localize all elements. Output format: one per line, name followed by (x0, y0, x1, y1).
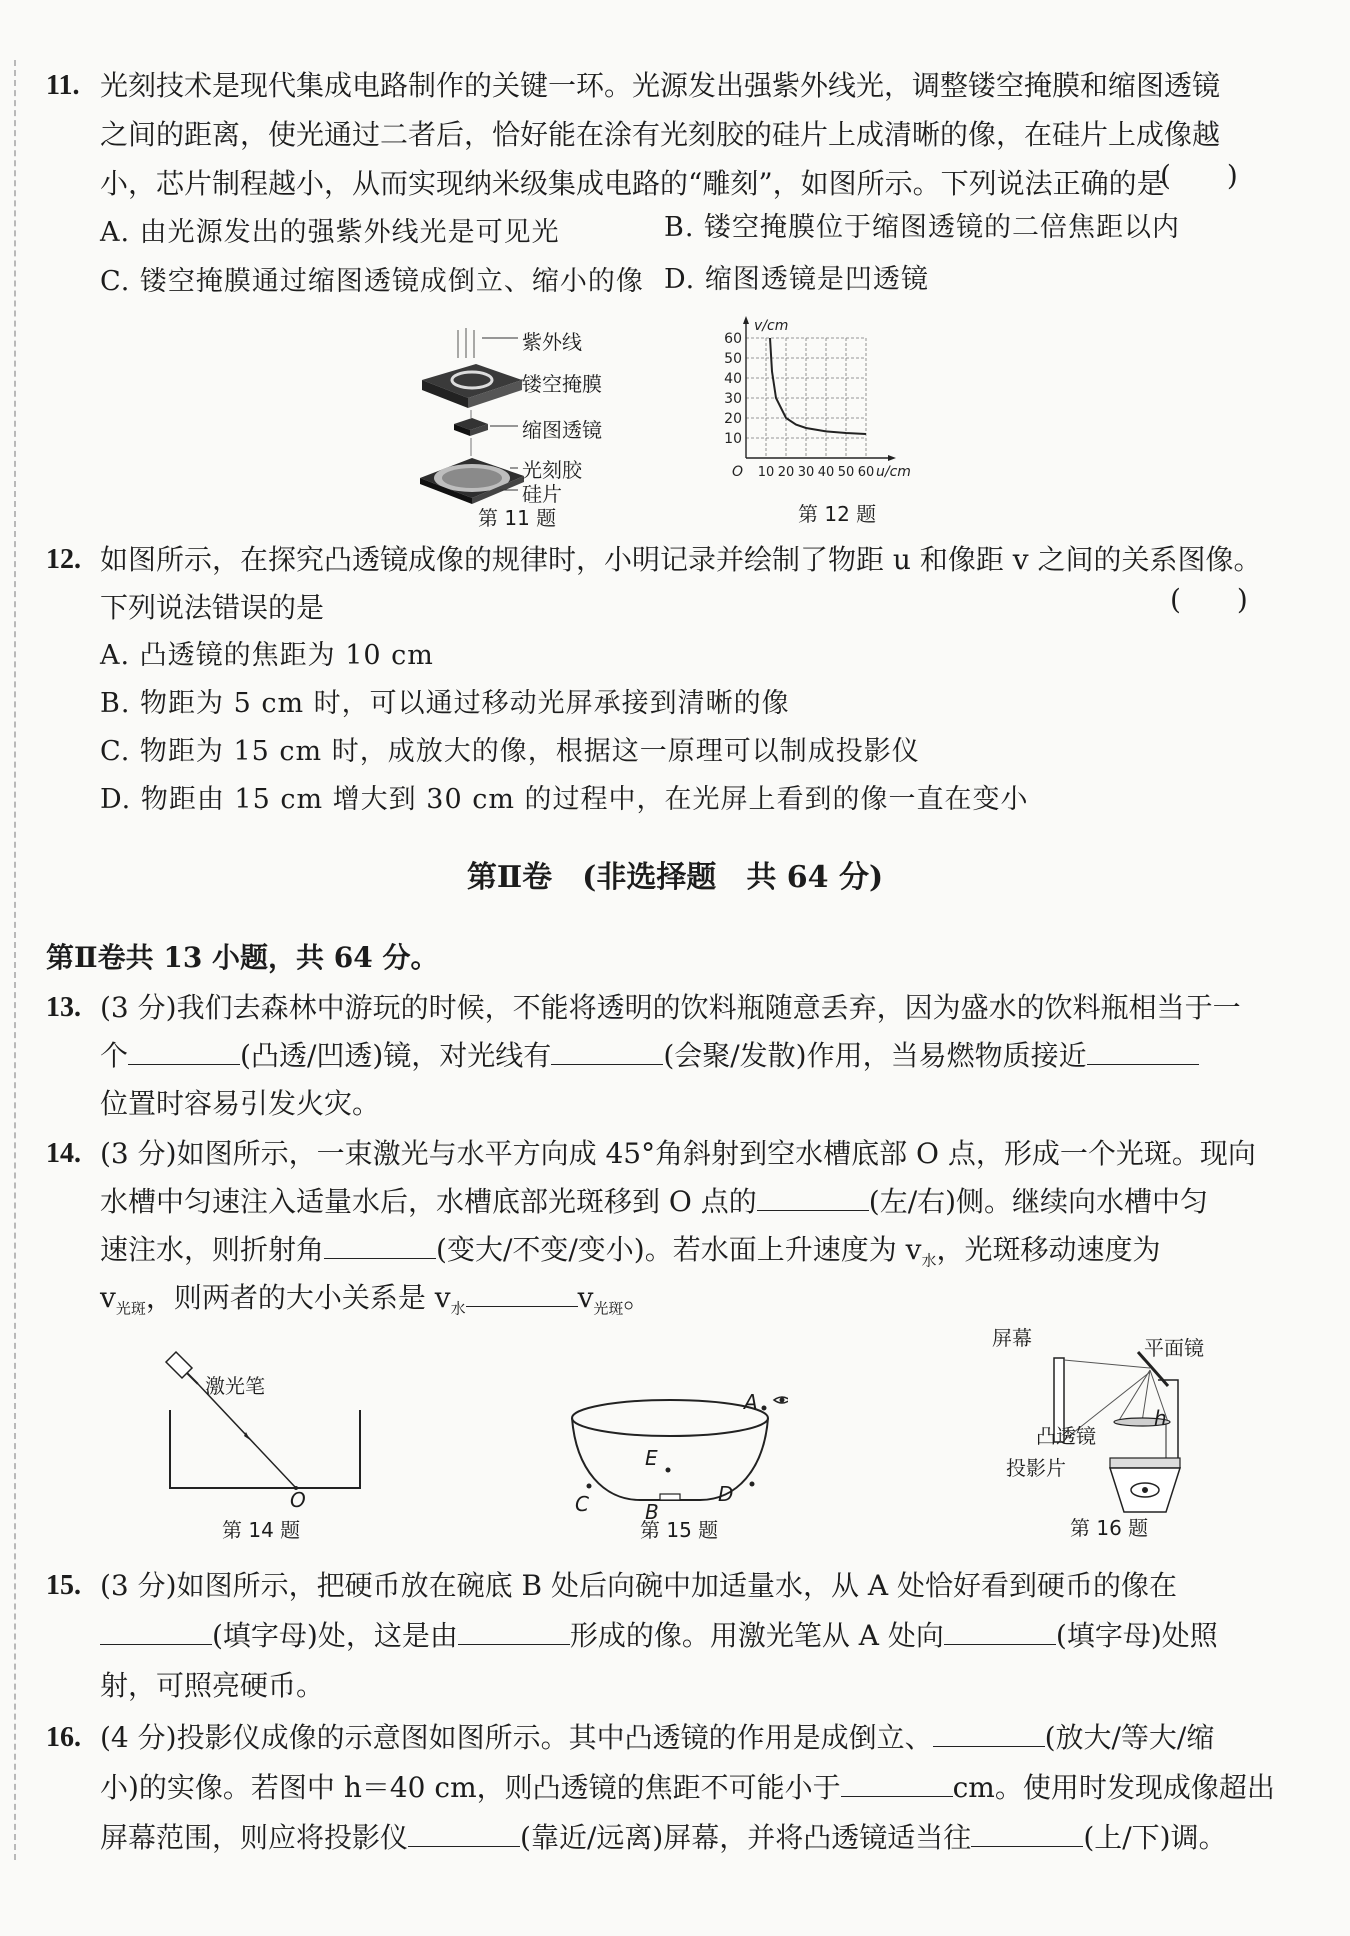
question-text-line: 水槽中匀速注入适量水后，水槽底部光斑移到 O 点的 (左/右)侧。继续向水槽中匀 (100, 1185, 1209, 1218)
origin-label: O (732, 464, 744, 480)
figure-caption: 第 14 题 (222, 1518, 301, 1542)
y-tick-label: 40 (724, 371, 742, 387)
fill-blank[interactable] (933, 1720, 1045, 1747)
question-text-line: (4 分)投影仪成像的示意图如图所示。其中凸透镜的作用是成倒立、 (放大/等大/缩 (100, 1721, 1215, 1754)
y-tick-label: 60 (724, 331, 742, 347)
label-slide: 投影片 (1006, 1456, 1066, 1480)
question-text-line: 下列说法错误的是 (100, 591, 325, 624)
label-screen: 屏幕 (992, 1326, 1032, 1350)
answer-paren: ( ) (1160, 159, 1238, 192)
option-a: A. 凸透镜的焦距为 10 cm (100, 640, 434, 671)
option-d: D. 缩图透镜是凹透镜 (664, 264, 929, 295)
option-c: C. 物距为 15 cm 时，成放大的像，根据这一原理可以制成投影仪 (100, 736, 920, 767)
x-axis-arrow (888, 455, 896, 461)
section-note: 第Ⅱ卷共 13 小题，共 64 分。 (46, 941, 439, 974)
x-tick-label: 60 (857, 465, 875, 480)
x-tick-label: 50 (837, 465, 855, 480)
section-title: 第Ⅱ卷 (非选择题 共 64 分) (466, 860, 884, 895)
label-photoresist: 光刻胶 (522, 458, 582, 482)
label-h: h (1154, 1406, 1167, 1430)
uv-graph (710, 312, 950, 498)
y-tick-label: 20 (724, 411, 742, 427)
question-text-line: (3 分)我们去森林中游玩的时候，不能将透明的饮料瓶随意丢弃，因为盛水的饮料瓶相当于一 (100, 991, 1241, 1024)
label-mirror: 平面镜 (1144, 1336, 1204, 1360)
label-e: E (645, 1446, 658, 1470)
x-tick-label: 40 (817, 465, 835, 480)
question-number: 16. (46, 1722, 81, 1753)
option-b: B. 物距为 5 cm 时，可以通过移动光屏承接到清晰的像 (100, 688, 790, 719)
series-line (770, 338, 866, 434)
question-number: 12. (46, 544, 81, 575)
label-lens: 凸透镜 (1036, 1424, 1096, 1448)
question-number: 14. (46, 1138, 81, 1169)
label-d: D (718, 1482, 734, 1506)
option-a: A. 由光源发出的强紫外线光是可见光 (100, 217, 560, 248)
question-text-line: 小)的实像。若图中 h＝40 cm，则凸透镜的焦距不可能小于 cm。使用时发现成像超出 (100, 1771, 1275, 1804)
fill-blank[interactable] (971, 1820, 1083, 1847)
question-text-line: 如图所示，在探究凸透镜成像的规律时，小明记录并绘制了物距 u 和像距 v 之间的关系图像。 (100, 543, 1262, 576)
question-text-line: (填字母)处，这是由 形成的像。用激光笔从 A 处向 (填字母)处照 (100, 1618, 1218, 1654)
option-b: B. 镂空掩膜位于缩图透镜的二倍焦距以内 (664, 212, 1181, 243)
fill-blank[interactable] (100, 1618, 212, 1645)
y-axis-label: v/cm (754, 318, 789, 334)
reduction-lens-shape (454, 418, 488, 436)
y-tick-label: 10 (724, 431, 742, 447)
question-text-line: 屏幕范围，则应将投影仪 (靠近/远离)屏幕，并将凸透镜适当往 (上/下)调。 (100, 1821, 1227, 1854)
fill-blank[interactable] (408, 1820, 520, 1847)
figure-caption: 第 12 题 (798, 502, 877, 526)
question-text-line: 射，可照亮硬币。 (100, 1669, 325, 1702)
question-text-line: (3 分)如图所示，把硬币放在碗底 B 处后向碗中加适量水，从 A 处恰好看到硬币的像在 (100, 1569, 1177, 1602)
question-text-line: 速注水，则折射角 (变大/不变/变小)。若水面上升速度为 $v_水$，光斑移动速度为 (100, 1233, 1161, 1270)
question-text-line: 光刻技术是现代集成电路制作的关键一环。光源发出强紫外线光，调整镂空掩膜和缩图透镜 (100, 69, 1221, 102)
y-axis-arrow (743, 316, 749, 324)
option-c: C. 镂空掩膜通过缩图透镜成倒立、缩小的像 (100, 266, 644, 297)
question-number: 13. (46, 992, 81, 1023)
fill-blank[interactable] (466, 1280, 578, 1307)
figure-caption: 第 15 题 (640, 1518, 719, 1542)
label-uv: 紫外线 (522, 330, 582, 354)
label-c: C (575, 1492, 589, 1516)
label-laser-pen: 激光笔 (205, 1374, 265, 1398)
x-tick-label: 30 (797, 465, 815, 480)
question-text-line: 小，芯片制程越小，从而实现纳米级集成电路的“雕刻”，如图所示。下列说法正确的是 (100, 167, 1165, 200)
question-text-line: 之间的距离，使光通过二者后，恰好能在涂有光刻胶的硅片上成清晰的像，在硅片上成像越 (100, 118, 1221, 151)
uv-rays (458, 328, 474, 358)
question-text-line: $v_{光斑}$，则两者的大小关系是 $v_水$ $v_{光斑}$。 (100, 1281, 652, 1318)
fill-blank[interactable] (458, 1618, 570, 1645)
fill-blank[interactable] (757, 1184, 869, 1211)
x-tick-label: 10 (757, 465, 775, 480)
label-a: A (744, 1390, 758, 1414)
fill-blank[interactable] (944, 1618, 1056, 1645)
figure-caption: 第 16 题 (1070, 1516, 1149, 1540)
question-number: 11. (46, 70, 80, 101)
x-axis-label: u/cm (876, 464, 911, 480)
fill-blank[interactable] (551, 1038, 663, 1065)
fill-blank[interactable] (324, 1232, 436, 1259)
eye-icon (774, 1397, 788, 1403)
y-tick-label: 50 (724, 351, 742, 367)
label-mask: 镂空掩膜 (522, 372, 602, 396)
label-lens: 缩图透镜 (522, 418, 602, 442)
label-o: O (290, 1488, 306, 1512)
binding-margin-line (14, 60, 16, 1860)
mask-shape (422, 364, 522, 408)
laser-pen-icon (166, 1352, 198, 1384)
figure-caption: 第 11 题 (478, 506, 557, 530)
label-wafer: 硅片 (522, 482, 562, 506)
fill-blank[interactable] (841, 1770, 953, 1797)
question-text-line: (3 分)如图所示，一束激光与水平方向成 45°角斜射到空水槽底部 O 点，形成一个光斑。现向 (100, 1137, 1256, 1170)
fill-blank[interactable] (1087, 1038, 1199, 1065)
fill-blank[interactable] (128, 1038, 240, 1065)
answer-paren: ( ) (1170, 583, 1248, 616)
x-tick-label: 20 (777, 465, 795, 480)
label-b: B (645, 1500, 659, 1524)
question-text-line: 个 (凸透/凹透)镜，对光线有 (会聚/发散)作用，当易燃物质接近 (100, 1038, 1199, 1074)
option-d: D. 物距由 15 cm 增大到 30 cm 的过程中，在光屏上看到的像一直在变小 (100, 784, 1029, 815)
question-text-line: 位置时容易引发火灾。 (100, 1087, 381, 1120)
y-tick-label: 30 (724, 391, 742, 407)
question-number: 15. (46, 1570, 81, 1601)
wafer-shape (420, 458, 524, 504)
